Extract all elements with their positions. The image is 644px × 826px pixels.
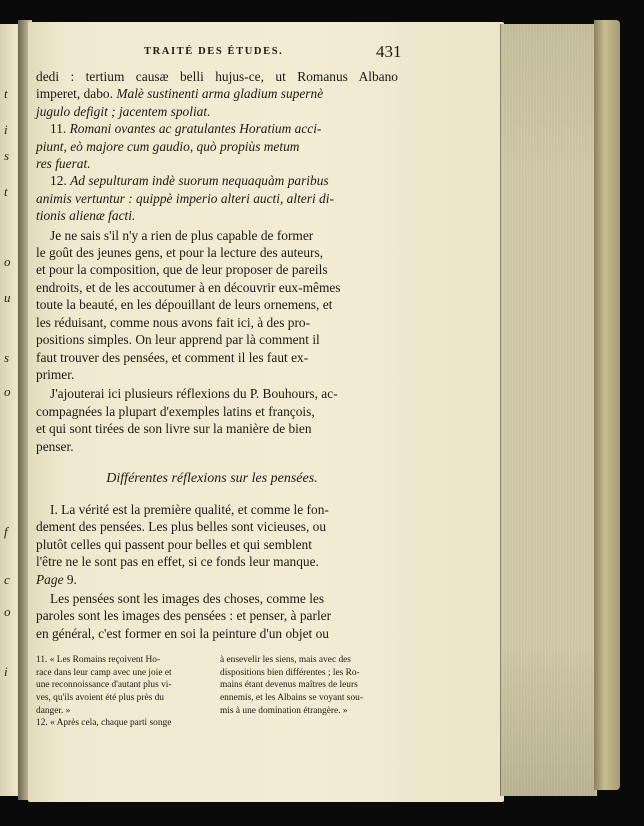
text-line: dement des pensées. Les plus belles sont vicieuses, ou xyxy=(36,519,327,535)
footnote-line: à ensevelir les siens, mais avec des xyxy=(220,655,351,666)
text-line: Je ne sais s'il n'y a rien de plus capable de former xyxy=(50,227,314,243)
left-fragment: s xyxy=(4,148,10,163)
text-line xyxy=(36,172,398,189)
footnote-line: 11. « Les Romains reçoivent Ho- xyxy=(36,655,161,666)
left-fragment: u xyxy=(4,290,11,305)
text-segment-italic: Romani ovantes ac gratulantes Horatium acci- xyxy=(69,121,322,137)
left-fragment: s xyxy=(4,350,10,365)
text-line: animis vertuntur : quippè imperio alteri aucti, alteri di- xyxy=(36,190,334,206)
left-fragment: c xyxy=(4,572,10,587)
left-fragment: o xyxy=(4,254,11,269)
footnotes-right-column xyxy=(220,654,384,730)
text-line: positions simples. On leur apprend par là comment il xyxy=(36,332,320,348)
footnotes-left-column xyxy=(36,654,200,730)
text-line xyxy=(36,571,398,588)
text-line: le goût des jeunes gens, et pour la lecture des auteurs, xyxy=(36,245,324,261)
text-line: piunt, eò majore cum gaudio, quò propiùs metum xyxy=(36,138,300,154)
footnote-line: mis à une domination étrangère. » xyxy=(220,705,348,716)
text-line: plutôt celles qui passent pour belles et qui semblent xyxy=(36,536,312,552)
text-line: l'être ne le sont pas en effet, si ce fonds leur manque. xyxy=(36,554,319,570)
text-line xyxy=(36,85,398,102)
text-segment-italic: Malè sustinenti arma gladium supernè xyxy=(116,86,324,102)
text-line: et pour la composition, que de leur proposer de pareils xyxy=(36,262,328,278)
footnotes xyxy=(36,654,398,730)
left-fragment: o xyxy=(4,604,11,619)
footnote-line: une reconnoissance d'autant plus vi- xyxy=(36,680,172,691)
text-line: dedi : tertium causæ belli hujus-ce, ut Romanus Albano xyxy=(36,69,398,84)
footnote-line: ennemis, et les Albains se voyant sou- xyxy=(220,692,363,703)
footnote-line: ves, qu'ils avoient été plus près du xyxy=(36,692,164,703)
footnote-line: mains étant devenus maîtres de leurs xyxy=(220,680,358,691)
text-line: en général, c'est former en soi la peinture d'un objet ou xyxy=(36,625,329,641)
text-line: et qui sont tirées de son livre sur la manière de bien xyxy=(36,421,312,437)
text-line: Les pensées sont les images des choses, comme les xyxy=(50,590,325,606)
text-line: endroits, et de les accoutumer à en découvrir eux-mêmes xyxy=(36,279,341,295)
text-line: J'ajouterai ici plusieurs réflexions du P. Bouhours, ac- xyxy=(50,386,338,402)
page-ref-label: Page xyxy=(36,571,64,587)
footnote-line: dispositions bien différentes ; les Ro- xyxy=(220,667,360,678)
text-line: primer. xyxy=(36,366,75,382)
page-number: 431 xyxy=(376,42,402,61)
text-line: tionis alienæ facti. xyxy=(36,208,136,224)
text-line: compagnées la plupart d'exemples latins et françois, xyxy=(36,403,315,419)
text-line xyxy=(36,120,398,137)
footnote-line: danger. » xyxy=(36,705,71,716)
section-heading: Différentes réflexions sur les pensées. xyxy=(106,470,318,486)
text-segment: imperet, dabo. xyxy=(36,86,113,102)
footnote-line: race dans leur camp avec une joie et xyxy=(36,667,172,678)
left-fragment: t xyxy=(4,86,8,101)
running-head xyxy=(36,40,402,68)
text-line: paroles sont les images des pensées : et penser, à parler xyxy=(36,608,332,624)
running-head-title: TRAITÉ DES ÉTUDES. xyxy=(144,46,284,57)
text-line: penser. xyxy=(36,438,74,454)
note-number: 11. xyxy=(50,121,67,137)
note-number: 12. xyxy=(50,173,67,189)
book-cover-edge xyxy=(594,20,620,790)
left-fragment: t xyxy=(4,184,8,199)
text-line: toute la beauté, en les dépouillant de leurs ornemens, et xyxy=(36,297,333,313)
text-segment-italic: Ad sepulturam indè suorum nequaquàm paribus xyxy=(70,173,329,189)
page-text xyxy=(36,40,402,730)
edge-shadow xyxy=(500,24,596,796)
text-line: les réduisant, comme nous avons fait ici, à des pro- xyxy=(36,314,311,330)
page-ref-number: 9. xyxy=(63,571,77,587)
left-fragment: f xyxy=(4,524,8,539)
left-fragment: i xyxy=(4,664,8,679)
left-fragment: i xyxy=(4,122,8,137)
text-line: faut trouver des pensées, et comment il les faut ex- xyxy=(36,349,309,365)
footnote-line: 12. « Après cela, chaque parti songe xyxy=(36,718,172,729)
left-fragment: o xyxy=(4,384,11,399)
text-line: jugulo defigit ; jacentem spoliat. xyxy=(36,103,211,119)
text-line: I. La vérité est la première qualité, et comme le fon- xyxy=(50,501,329,517)
text-line: res fuerat. xyxy=(36,156,91,172)
